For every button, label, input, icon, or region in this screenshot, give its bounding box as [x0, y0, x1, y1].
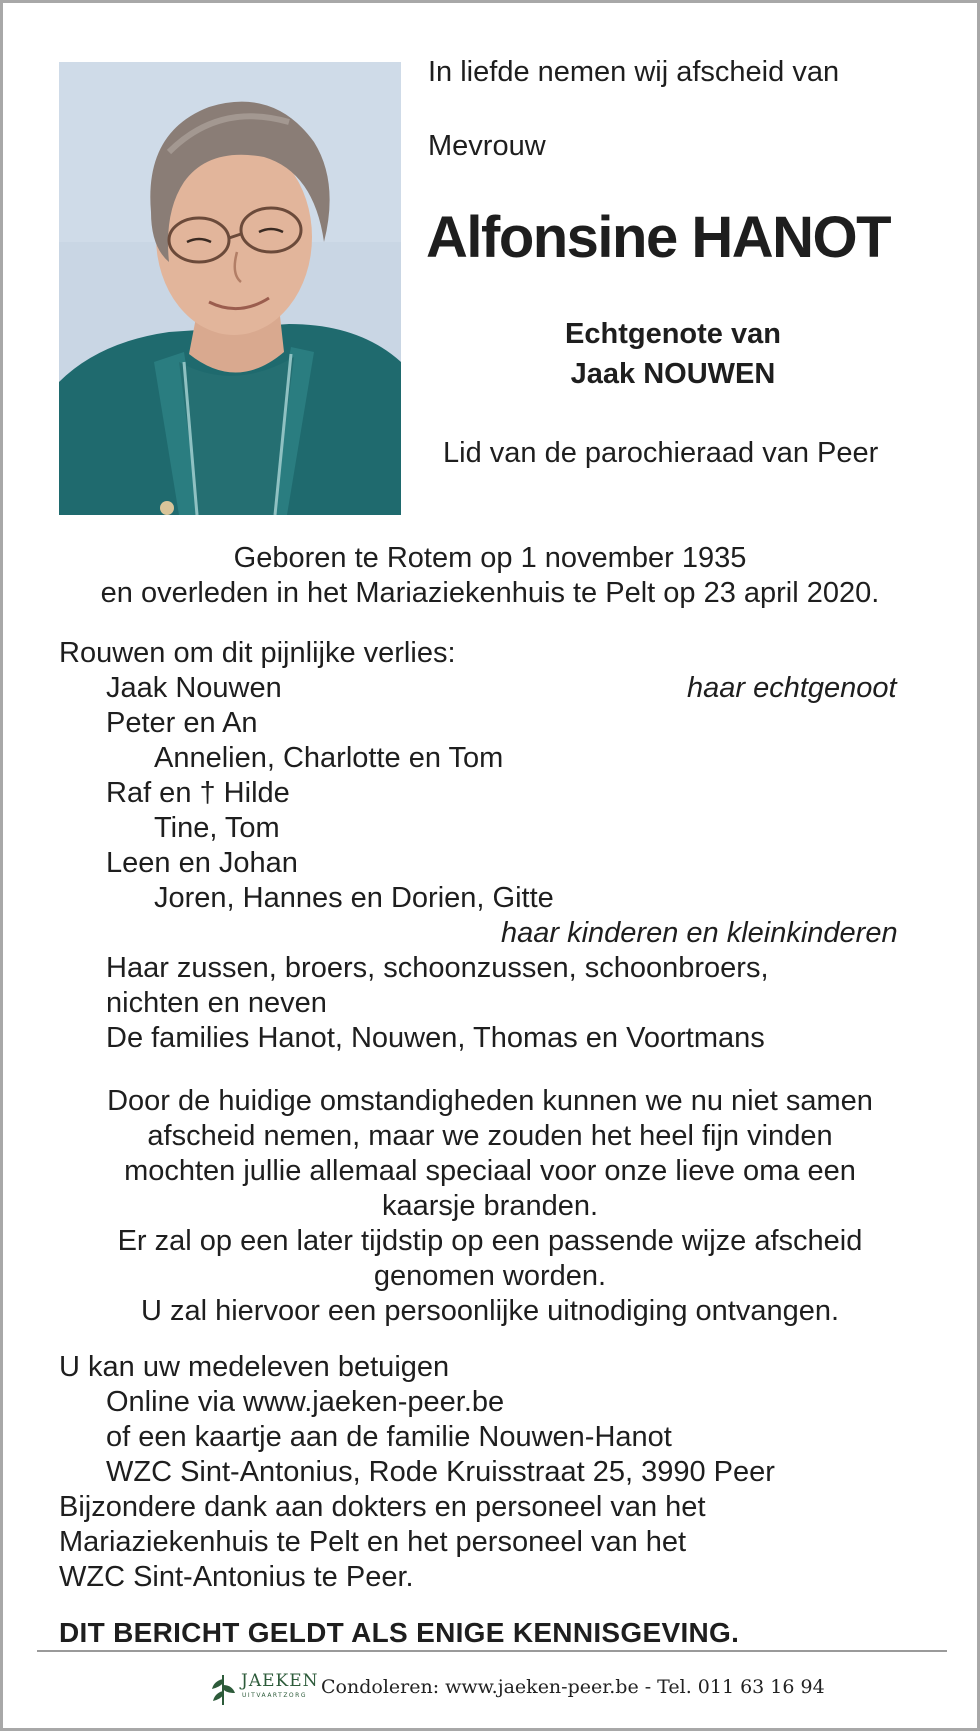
notice-line: U zal hiervoor een persoonlijke uitnodiging ontvangen. — [140, 1295, 840, 1327]
footer-divider — [37, 1650, 947, 1652]
condolence-address: WZC Sint-Antonius, Rode Kruisstraat 25, 3990 Peer — [106, 1456, 775, 1488]
portrait-photo — [59, 62, 401, 515]
logo-subtitle: UITVAARTZORG — [242, 1692, 307, 1699]
mourner-spouse-role: haar echtgenoot — [687, 672, 897, 704]
birth-line: Geboren te Rotem op 1 november 1935 — [233, 542, 747, 574]
mourner-spouse: Jaak Nouwen — [106, 672, 282, 704]
deceased-name: Alfonsine HANOT — [426, 205, 891, 270]
mourner-grandchildren: Tine, Tom — [154, 812, 280, 844]
death-line: en overleden in het Mariaziekenhuis te Pelt op 23 april 2020. — [100, 577, 880, 609]
thanks-line: WZC Sint-Antonius te Peer. — [59, 1561, 414, 1593]
mourner-siblings: Haar zussen, broers, schoonzussen, schoonbroers, — [106, 952, 769, 984]
jaeken-logo-icon — [208, 1671, 238, 1707]
intro-text: In liefde nemen wij afscheid van — [428, 56, 840, 88]
notice-line: mochten jullie allemaal speciaal voor onze lieve oma een — [124, 1155, 856, 1187]
mourner-siblings-cont: nichten en neven — [106, 987, 327, 1019]
notice-line: Door de huidige omstandigheden kunnen we nu niet samen — [107, 1085, 873, 1117]
notice-line: genomen worden. — [373, 1260, 607, 1292]
mourners-heading: Rouwen om dit pijnlijke verlies: — [59, 637, 456, 669]
notice-line: kaarsje branden. — [381, 1190, 599, 1222]
footer — [208, 1669, 825, 1709]
notice-line: Er zal op een later tijdstip op een passende wijze afscheid — [117, 1225, 863, 1257]
notice-line: afscheid nemen, maar we zouden het heel fijn vinden — [147, 1120, 833, 1152]
portrait-illustration — [59, 62, 401, 515]
condolence-heading: U kan uw medeleven betuigen — [59, 1351, 450, 1383]
mourner-child: Peter en An — [106, 707, 258, 739]
spouse-name: Jaak NOUWEN — [570, 358, 776, 390]
closing-statement: DIT BERICHT GELDT ALS ENIGE KENNISGEVING. — [59, 1617, 740, 1648]
mourner-grandchildren: Joren, Hannes en Dorien, Gitte — [154, 882, 554, 914]
footer-contact: Condoleren: www.jaeken-peer.be - Tel. 011 63 16 94 — [321, 1676, 825, 1698]
spouse-label: Echtgenote van — [565, 318, 781, 350]
condolence-card: of een kaartje aan de familie Nouwen-Hanot — [106, 1421, 672, 1453]
logo-name: JAEKEN — [241, 1671, 319, 1691]
thanks-line: Bijzondere dank aan dokters en personeel van het — [59, 1491, 706, 1523]
children-role: haar kinderen en kleinkinderen — [501, 917, 898, 949]
membership-text: Lid van de parochieraad van Peer — [443, 437, 879, 469]
mourner-grandchildren: Annelien, Charlotte en Tom — [154, 742, 504, 774]
condolence-online: Online via www.jaeken-peer.be — [106, 1386, 505, 1418]
salutation: Mevrouw — [428, 130, 546, 162]
thanks-line: Mariaziekenhuis te Pelt en het personeel van het — [59, 1526, 687, 1558]
mourner-child: Raf en † Hilde — [106, 777, 290, 809]
mourner-child: Leen en Johan — [106, 847, 298, 879]
mourner-families: De families Hanot, Nouwen, Thomas en Voortmans — [106, 1022, 765, 1054]
